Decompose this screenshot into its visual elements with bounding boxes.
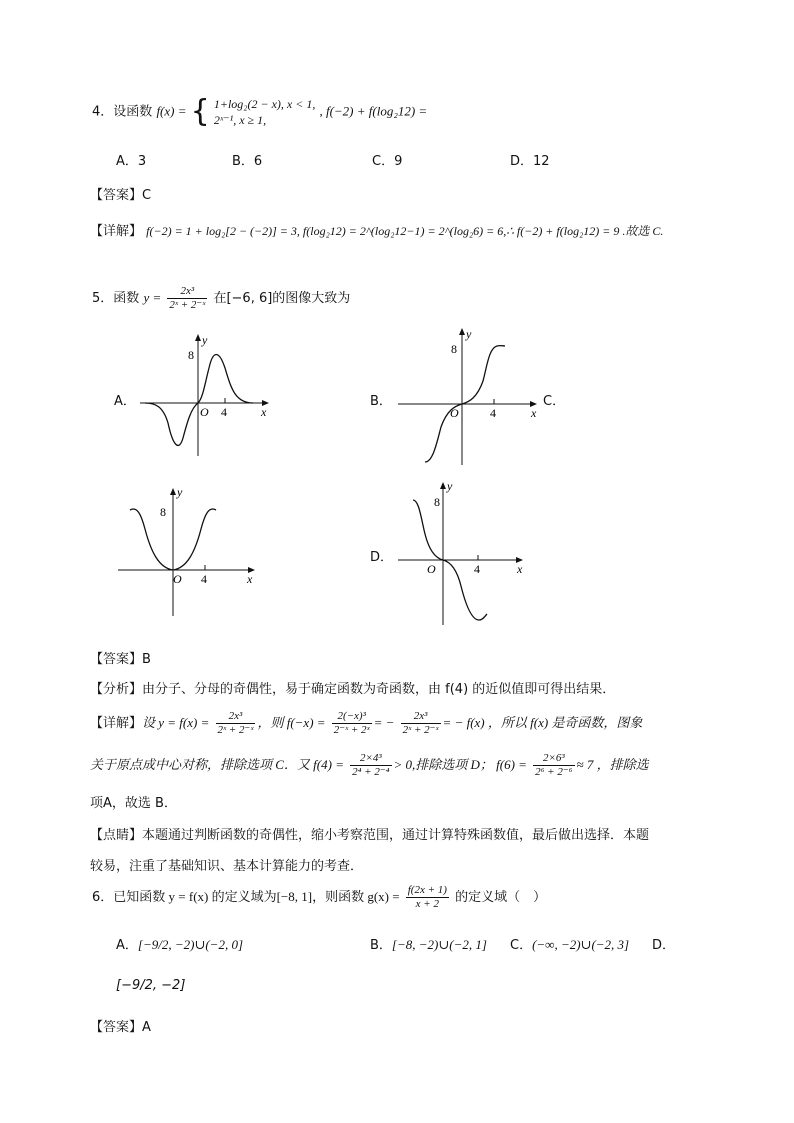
q4-stem-suffix: , f(−2) + f(log₂12) = — [319, 103, 428, 119]
q5-analysis — [90, 678, 615, 697]
graph-b-label-4: 4 — [490, 406, 496, 420]
q5-detail-frac2: $\frac{\text{2(−x)³}}{\text{2⁻ˣ + 2ˣ}}$ — [333, 710, 370, 736]
graph-b-label-o: O — [450, 406, 459, 420]
q5-detail-line3: 项A，故选 B． — [90, 796, 177, 811]
q6-option-a: A．[−9/2, −2)∪(−2, 0] — [116, 937, 244, 953]
q5-detail-frac3: $\frac{\text{2x³}}{\text{2ˣ + 2⁻ˣ}}$ — [402, 710, 439, 736]
graph-c-label-y: y — [177, 485, 183, 499]
graph-c-label: C． — [543, 394, 566, 409]
graph-b-label-y: y — [466, 327, 472, 341]
graph-d-label-x: x — [517, 562, 523, 576]
q5-comment-line2: 较易，注重了基础知识、基本计算能力的考查． — [90, 859, 364, 874]
graph-d-label-4: 4 — [474, 562, 480, 576]
q4-option-a: A．3 — [116, 154, 147, 169]
q6-answer-tag: 【答案】 — [90, 1020, 143, 1035]
q5-answer-value: B — [142, 652, 151, 667]
graph-d-label-y: y — [447, 479, 453, 493]
q4-detail-text: f(−2) = 1 + log₂[2 − (−2)] = 3, f(log₂12) = 2^(log₂12−1) = 2^(log₂6) = 6,∴ f(−2) + f(log₂12) = 9 .故选 C. — [146, 224, 664, 238]
q4-answer-tag: 【答案】 — [90, 188, 143, 203]
q5-analysis-text: 由分子、分母的奇偶性，易于确定函数为奇函数，由 f(4) 的近似值即可得出结果． — [142, 682, 616, 697]
graph-b-label-x: x — [531, 406, 537, 420]
q5-answer-tag: 【答案】 — [90, 652, 143, 667]
q4-stem — [92, 96, 427, 128]
q5-detail-frac4: $\frac{\text{2×4³}}{\text{2⁴ + 2⁻⁴}}$ — [352, 752, 390, 778]
q4-answer-value: C — [142, 188, 152, 203]
graph-a — [135, 328, 280, 458]
q6-number: 6． — [92, 890, 114, 905]
q5-detail-frac1: $\frac{\text{2x³}}{\text{2ˣ + 2⁻ˣ}}$ — [217, 710, 254, 736]
q4-answer — [90, 184, 151, 203]
graph-c-y-arrow — [170, 488, 176, 495]
graph-c — [115, 484, 265, 619]
graph-a-label-8: 8 — [188, 348, 194, 362]
q6-option-c: C．(−∞, −2)∪(−2, 3] — [510, 937, 630, 953]
graph-a-curve — [145, 355, 253, 446]
q5-fraction — [167, 285, 207, 312]
q6-stem — [92, 884, 546, 911]
graph-a-y-arrow — [195, 334, 201, 341]
q4-cases — [214, 96, 315, 128]
q6-option-b: B．[−8, −2)∪(−2, 1] — [370, 937, 487, 953]
graph-a-label-o: O — [200, 405, 209, 419]
q5-frac-num: 2x³ — [167, 285, 207, 299]
q5-y-eq: y = — [143, 290, 162, 305]
q6-answer — [90, 1016, 151, 1035]
q5-frac-den: 2ˣ + 2⁻ˣ — [169, 299, 206, 311]
graph-c-label-o: O — [173, 572, 182, 586]
q4-stem-prefix: 设函数 — [113, 104, 153, 120]
q5-stem-suffix: 在[−6, 6]的图像大致为 — [213, 291, 351, 306]
q4-detail — [90, 220, 663, 239]
graph-a-label-x: x — [261, 405, 267, 419]
q5-detail-tag: 【详解】 — [90, 716, 143, 731]
q4-fx: f(x) = — [156, 103, 187, 119]
q5-detail-line1: 【详解】设 y = f(x) = $\frac{\text{2x³}}{\text{2ˣ + 2⁻ˣ}}$ ，则 f(−x) = $\frac{\text{2(−x)³}}{\text{2⁻ˣ + 2ˣ}}$ = − $\frac{\text{2x³}}{\text{2ˣ + 2⁻ˣ}}$ = − f(x) ，所以 f(x) 是奇函数，图象 — [90, 710, 643, 736]
graph-c-label-x: x — [247, 572, 253, 586]
q5-comment-line1: 【点睛】本题通过判断函数的奇偶性，缩小考察范围，通过计算特殊函数值，最后做出选择．本题 — [90, 828, 650, 843]
q5-comment-tag: 【点睛】 — [90, 828, 143, 843]
q5-stem-prefix: 函数 — [113, 291, 140, 306]
graph-a-label: A． — [114, 394, 136, 409]
q5-analysis-tag: 【分析】 — [90, 682, 143, 697]
graph-a-label-y: y — [202, 333, 208, 347]
q6-fraction: $\frac{f(2x + 1)}{x + 2}$ — [407, 884, 447, 910]
graph-d — [395, 478, 535, 628]
q5-detail-line2: 关于原点成中心对称，排除选项 C．又 f(4) = $\frac{\text{2×4³}}{\text{2⁴ + 2⁻⁴}}$ > 0,排除选项 D； f(6) = $\frac{\text{2×6³}}{\text{2⁶ + 2⁻⁶}}$ ≈ 7 ，排除选 — [90, 752, 649, 778]
graph-b — [393, 322, 543, 467]
q4-case1: 1+log₂(2 − x), x < 1, — [213, 97, 316, 111]
q5-stem — [92, 285, 350, 312]
q6-option-d: [−9/2, −2] — [116, 978, 186, 993]
q5-detail-frac5: $\frac{\text{2×6³}}{\text{2⁶ + 2⁻⁶}}$ — [535, 752, 573, 778]
q5-number: 5． — [92, 291, 114, 306]
graph-b-label-8: 8 — [451, 342, 457, 356]
graph-d-label-o: O — [427, 562, 436, 576]
graph-d-y-arrow — [440, 482, 446, 489]
q4-option-d: D．12 — [510, 154, 550, 169]
q5-answer — [90, 648, 151, 667]
graph-c-label-8: 8 — [160, 505, 166, 519]
q4-option-b: B．6 — [232, 154, 263, 169]
graph-d-label-8: 8 — [434, 495, 440, 509]
q6-answer-value: A — [142, 1020, 151, 1035]
q4-number: 4． — [92, 104, 114, 120]
graph-d-label: D． — [370, 550, 394, 565]
q6-stem-a: 已知函数 y = f(x) 的定义域为[−8, 1]，则函数 g(x) = — [113, 889, 400, 904]
q4-brace: { — [190, 94, 210, 129]
graph-b-label: B． — [370, 394, 392, 409]
graph-c-label-4: 4 — [201, 572, 207, 586]
q6-stem-b: 的定义域（ ） — [455, 890, 547, 905]
graph-a-label-4: 4 — [221, 405, 227, 419]
q4-detail-tag: 【详解】 — [90, 224, 143, 239]
q4-option-c: C．9 — [372, 154, 403, 169]
graph-b-y-arrow — [459, 328, 465, 335]
q4-case2: 2ˣ⁻¹, x ≥ 1, — [213, 113, 267, 127]
q6-option-d-label: D． — [652, 938, 676, 953]
